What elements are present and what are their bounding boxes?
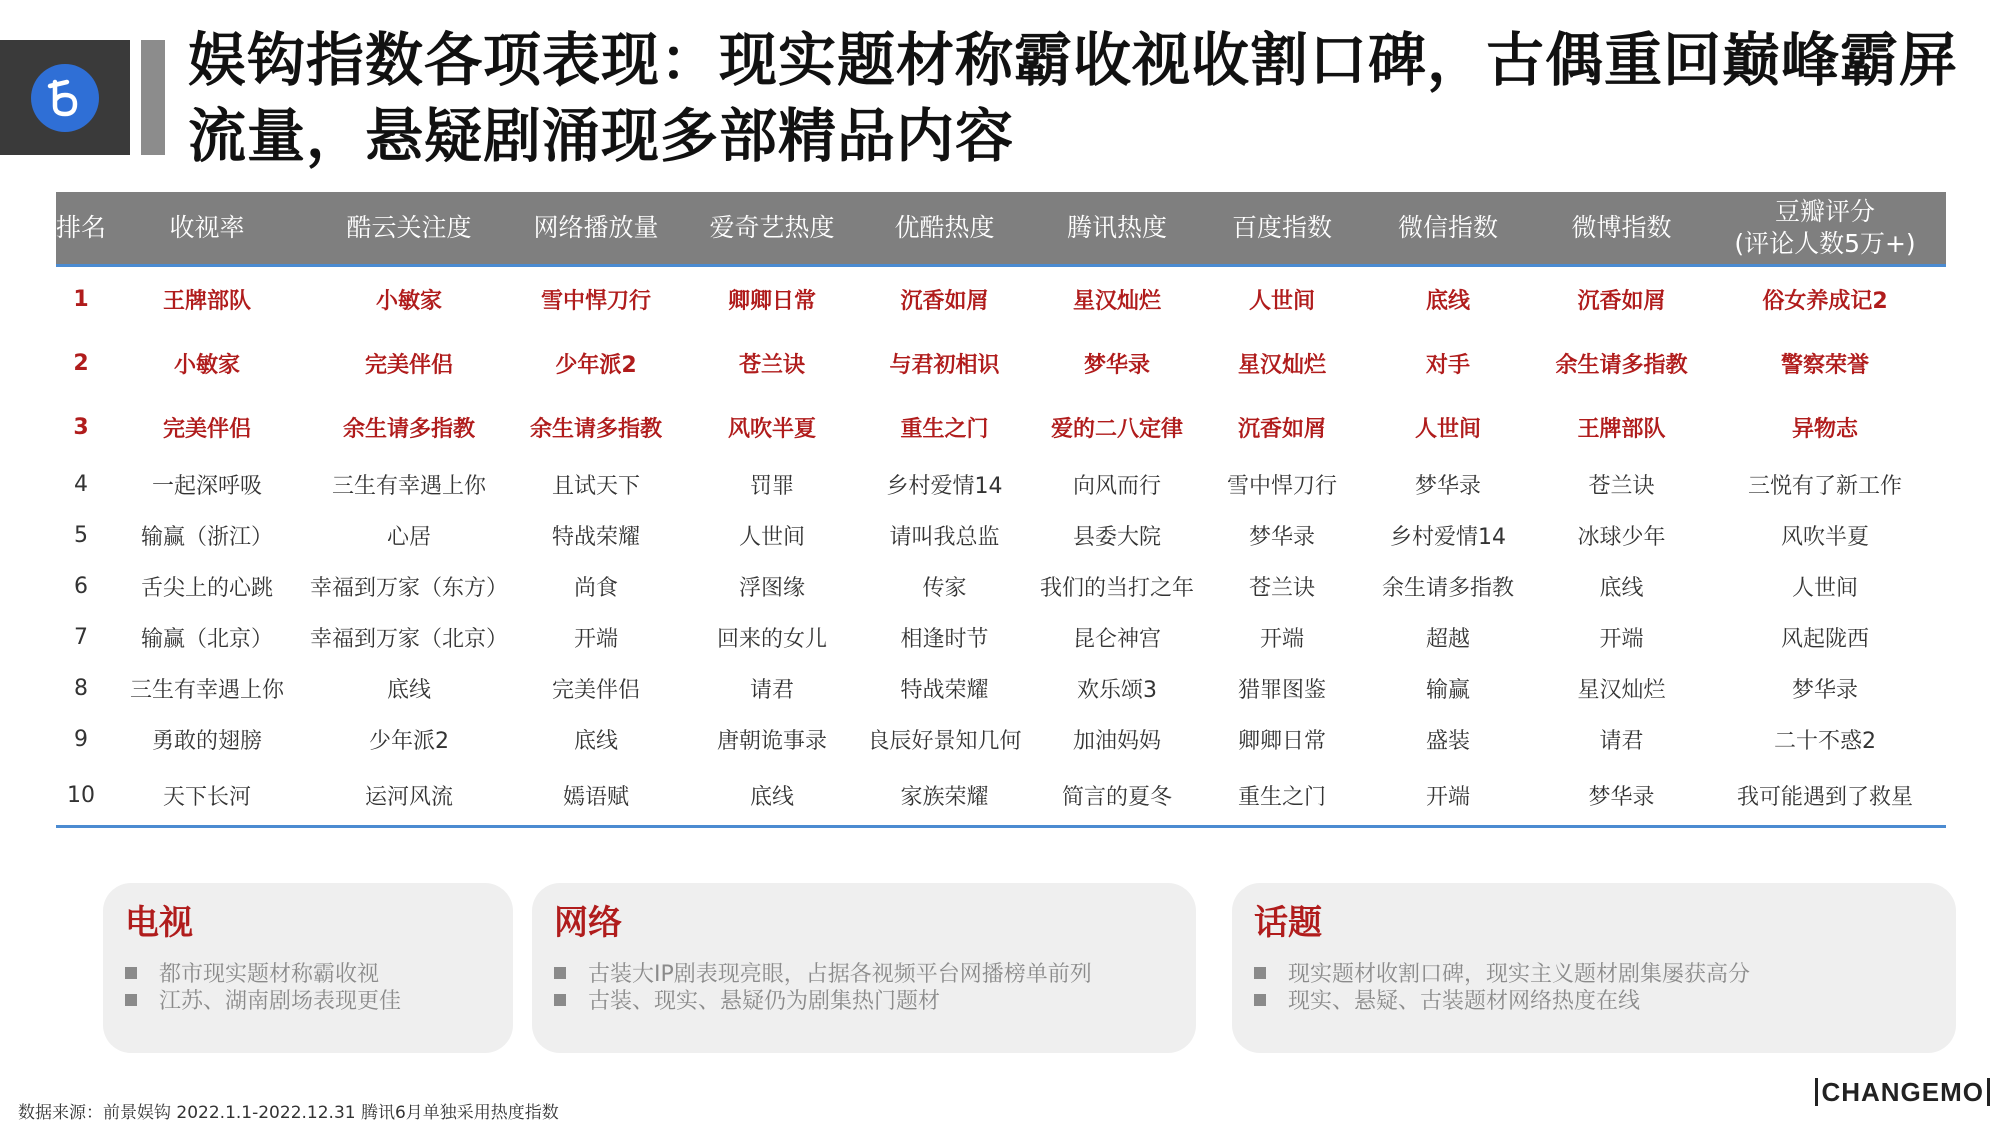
table-cell: 特战荣耀 xyxy=(551,525,640,550)
list-item: 都市现实题材称霸收视 xyxy=(125,961,401,988)
col-header-weibo: 微博指数 xyxy=(1539,192,1704,266)
table-cell: 浮图缘 xyxy=(738,576,805,601)
table-cell: 完美伴侣 xyxy=(364,352,453,378)
brand-logo-icon xyxy=(31,64,99,132)
table-cell: 人世间 xyxy=(738,525,805,550)
panel-topics xyxy=(1232,883,1956,1053)
panel-tv xyxy=(103,883,513,1053)
table-cell: 传家 xyxy=(922,576,967,601)
table-cell: 梦华录 xyxy=(1414,474,1481,499)
rank-cell: 3 xyxy=(73,414,89,440)
col-header-rank: 排名 xyxy=(56,192,106,266)
table-cell: 输赢 xyxy=(1425,678,1470,703)
table-row xyxy=(56,510,1946,561)
col-header-tencent: 腾讯热度 xyxy=(1027,192,1207,266)
page-title: 娱钩指数各项表现：现实题材称霸收视收割口碑，古偶重回巅峰霸屏流量，悬疑剧涌现多部精品内容 xyxy=(188,26,1959,170)
brand-wordmark: CHANGEMO xyxy=(1815,1078,1990,1106)
rank-cell: 7 xyxy=(74,625,88,650)
table-cell: 梦华录 xyxy=(1791,678,1858,703)
table-cell: 少年派2 xyxy=(369,729,449,754)
table-cell: 底线 xyxy=(682,765,862,827)
table-cell: 家族荣耀 xyxy=(862,765,1027,827)
table-cell: 俗女养成记2 xyxy=(1762,288,1888,314)
rank-cell: 2 xyxy=(73,350,89,376)
table-cell: 风吹半夏 xyxy=(727,416,816,442)
table-cell: 异物志 xyxy=(1791,416,1858,442)
panel-list xyxy=(125,961,401,1015)
table-cell: 天下长河 xyxy=(106,765,308,827)
list-item: 现实、悬疑、古装题材网络热度在线 xyxy=(1254,988,1750,1015)
table-cell: 超越 xyxy=(1425,627,1470,652)
table-cell: 向风而行 xyxy=(1072,474,1161,499)
table-cell: 完美伴侣 xyxy=(162,416,251,442)
table-cell: 输赢（北京） xyxy=(140,627,273,652)
table-cell: 风吹半夏 xyxy=(1780,525,1869,550)
table-cell: 梦华录 xyxy=(1539,765,1704,827)
table-cell: 余生请多指教 xyxy=(1555,352,1688,378)
rank-cell: 4 xyxy=(74,472,88,497)
table-row xyxy=(56,459,1946,510)
table-cell: 卿卿日常 xyxy=(727,288,816,314)
panel-list xyxy=(554,961,1092,1015)
table-cell: 少年派2 xyxy=(555,352,637,378)
square-bullet-icon xyxy=(554,967,566,979)
col-header-kuyun: 酷云关注度 xyxy=(308,192,510,266)
table-cell: 苍兰诀 xyxy=(738,352,805,378)
panel-list xyxy=(1254,961,1750,1015)
table-cell: 请君 xyxy=(1599,729,1644,754)
col-header-plays: 网络播放量 xyxy=(510,192,682,266)
table-cell: 幸福到万家（东方） xyxy=(309,576,508,601)
table-cell: 雪中悍刀行 xyxy=(540,288,651,314)
table-cell: 输赢（浙江） xyxy=(140,525,273,550)
table-cell: 底线 xyxy=(573,729,618,754)
table-cell: 相逢时节 xyxy=(900,627,989,652)
table-cell: 沉香如屑 xyxy=(1237,416,1326,442)
table-cell: 我可能遇到了救星 xyxy=(1704,765,1946,827)
table-cell: 人世间 xyxy=(1414,416,1481,442)
list-item: 古装、现实、悬疑仍为剧集热门题材 xyxy=(554,988,1092,1015)
table-cell: 尚食 xyxy=(573,576,618,601)
square-bullet-icon xyxy=(554,994,566,1006)
col-header-youku: 优酷热度 xyxy=(862,192,1027,266)
table-cell: 县委大院 xyxy=(1072,525,1161,550)
table-cell: 沉香如屑 xyxy=(900,288,989,314)
table-cell: 星汉灿烂 xyxy=(1237,352,1326,378)
table-cell: 冰球少年 xyxy=(1577,525,1666,550)
table-row xyxy=(56,765,1946,827)
table-cell: 良辰好景知几何 xyxy=(867,729,1022,754)
table-row xyxy=(56,331,1946,395)
table-cell: 余生请多指教 xyxy=(529,416,662,442)
table-cell: 王牌部队 xyxy=(1577,416,1666,442)
table-cell: 重生之门 xyxy=(1207,765,1357,827)
table-cell: 唐朝诡事录 xyxy=(716,729,827,754)
table-cell: 幸福到万家（北京） xyxy=(309,627,508,652)
title-accent-bar xyxy=(141,40,165,155)
table-row xyxy=(56,714,1946,765)
table-cell: 对手 xyxy=(1425,352,1470,378)
rank-cell: 10 xyxy=(56,765,106,827)
col-header-baidu: 百度指数 xyxy=(1207,192,1357,266)
table-cell: 苍兰诀 xyxy=(1588,474,1655,499)
table-row xyxy=(56,612,1946,663)
table-cell: 三悦有了新工作 xyxy=(1747,474,1902,499)
logo-glyph-icon xyxy=(45,76,85,120)
table-cell: 罚罪 xyxy=(749,474,794,499)
ranking-table xyxy=(56,192,1946,828)
table-cell: 底线 xyxy=(1425,288,1470,314)
table-cell: 昆仑神宫 xyxy=(1072,627,1161,652)
table-cell: 简言的夏冬 xyxy=(1027,765,1207,827)
table-cell: 猎罪图鉴 xyxy=(1237,678,1326,703)
table-cell: 梦华录 xyxy=(1248,525,1315,550)
table-cell: 沉香如屑 xyxy=(1577,288,1666,314)
logo-box xyxy=(0,40,130,155)
table-cell: 一起深呼吸 xyxy=(151,474,262,499)
table-cell: 开端 xyxy=(1259,627,1304,652)
table-cell: 开端 xyxy=(1599,627,1644,652)
table-cell: 爱的二八定律 xyxy=(1050,416,1183,442)
table-cell: 请君 xyxy=(749,678,794,703)
table-cell: 小敏家 xyxy=(173,352,240,378)
table-row xyxy=(56,663,1946,714)
square-bullet-icon xyxy=(1254,994,1266,1006)
table-cell: 王牌部队 xyxy=(162,288,251,314)
square-bullet-icon xyxy=(125,994,137,1006)
list-item: 现实题材收割口碑，现实主义题材剧集屡获高分 xyxy=(1254,961,1750,988)
table-cell: 请叫我总监 xyxy=(889,525,1000,550)
table-cell: 卿卿日常 xyxy=(1237,729,1326,754)
table-cell: 苍兰诀 xyxy=(1248,576,1315,601)
table-cell: 开端 xyxy=(573,627,618,652)
table-cell: 运河风流 xyxy=(308,765,510,827)
table-cell: 风起陇西 xyxy=(1780,627,1869,652)
table-cell: 警察荣誉 xyxy=(1780,352,1869,378)
table-cell: 勇敢的翅膀 xyxy=(151,729,262,754)
panel-online xyxy=(532,883,1196,1053)
table-cell: 二十不惑2 xyxy=(1774,729,1876,754)
source-footnote: 数据来源：前景娱钩 2022.1.1-2022.12.31 腾讯6月单独采用热度指数 xyxy=(18,1103,559,1123)
panel-title: 网络 xyxy=(554,903,622,943)
table-cell: 我们的当打之年 xyxy=(1039,576,1194,601)
table-cell: 心居 xyxy=(386,525,431,550)
square-bullet-icon xyxy=(125,967,137,979)
list-item: 江苏、湖南剧场表现更佳 xyxy=(125,988,401,1015)
list-item: 古装大IP剧表现亮眼，占据各视频平台网播榜单前列 xyxy=(554,961,1092,988)
table-cell: 人世间 xyxy=(1248,288,1315,314)
square-bullet-icon xyxy=(1254,967,1266,979)
rank-cell: 5 xyxy=(74,523,88,548)
table-cell: 且试天下 xyxy=(551,474,640,499)
table-row xyxy=(56,266,1946,332)
table-cell: 乡村爱情14 xyxy=(1390,525,1506,550)
table-cell: 加油妈妈 xyxy=(1072,729,1161,754)
table-cell: 余生请多指教 xyxy=(1381,576,1514,601)
table-cell: 梦华录 xyxy=(1083,352,1150,378)
table-cell: 余生请多指教 xyxy=(342,416,475,442)
table-cell: 开端 xyxy=(1357,765,1539,827)
table-cell: 嫣语赋 xyxy=(510,765,682,827)
table-cell: 小敏家 xyxy=(375,288,442,314)
col-header-douban: 豆瓣评分 (评论人数5万+) xyxy=(1704,192,1946,266)
table-cell: 人世间 xyxy=(1791,576,1858,601)
table-cell: 欢乐颂3 xyxy=(1077,678,1157,703)
table-cell: 回来的女儿 xyxy=(716,627,827,652)
col-header-ratings: 收视率 xyxy=(106,192,308,266)
table-cell: 完美伴侣 xyxy=(551,678,640,703)
table-cell: 三生有幸遇上你 xyxy=(331,474,486,499)
table-cell: 底线 xyxy=(1599,576,1644,601)
table-cell: 重生之门 xyxy=(900,416,989,442)
table-cell: 特战荣耀 xyxy=(900,678,989,703)
table-cell: 雪中悍刀行 xyxy=(1226,474,1337,499)
table-cell: 三生有幸遇上你 xyxy=(129,678,284,703)
table-cell: 星汉灿烂 xyxy=(1577,678,1666,703)
table-cell: 舌尖上的心跳 xyxy=(140,576,273,601)
table-header-row xyxy=(56,192,1946,266)
col-header-wechat: 微信指数 xyxy=(1357,192,1539,266)
panel-title: 话题 xyxy=(1254,903,1322,943)
table-cell: 与君初相识 xyxy=(889,352,1000,378)
panel-title: 电视 xyxy=(125,903,193,943)
table-row xyxy=(56,561,1946,612)
table-cell: 底线 xyxy=(386,678,431,703)
table-cell: 星汉灿烂 xyxy=(1072,288,1161,314)
table-cell: 乡村爱情14 xyxy=(886,474,1003,499)
table-cell: 盛装 xyxy=(1425,729,1470,754)
rank-cell: 9 xyxy=(74,727,88,752)
rank-cell: 8 xyxy=(74,676,88,701)
col-header-iqiyi: 爱奇艺热度 xyxy=(682,192,862,266)
table-row xyxy=(56,395,1946,459)
rank-cell: 1 xyxy=(73,286,89,312)
rank-cell: 6 xyxy=(74,574,88,599)
